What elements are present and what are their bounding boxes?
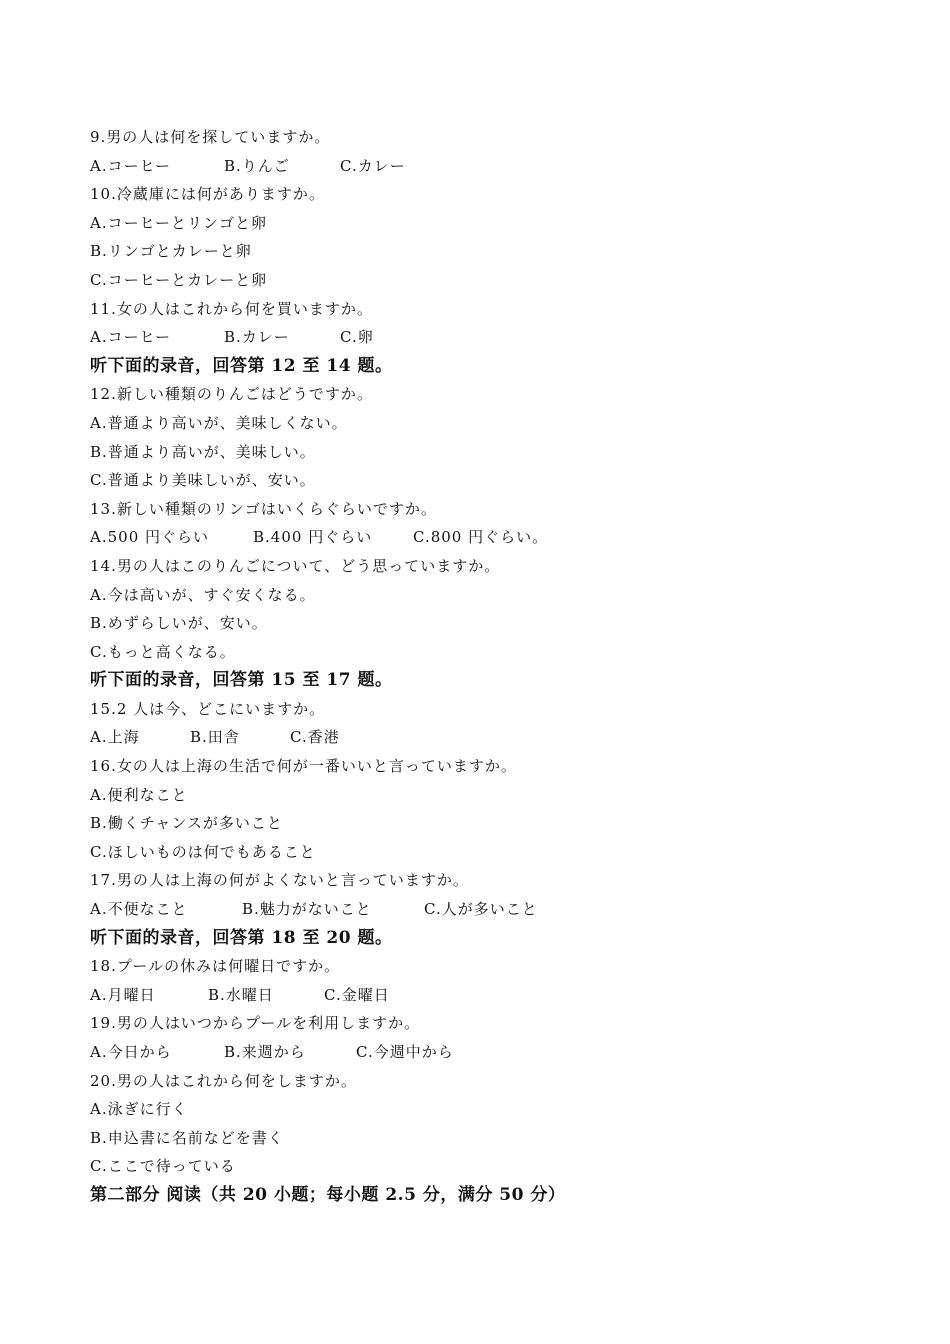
answer-option: C.今週中から [356, 1043, 454, 1061]
answer-option: A.月曜日 [90, 985, 156, 1004]
answer-option: B.働くチャンスが多いこと [90, 814, 283, 833]
question-text: 20.男の人はこれから何をしますか。 [90, 1071, 357, 1090]
section-heading: 听下面的录音，回答第 12 至 14 题。 [90, 355, 393, 376]
answer-option: B.りんご [224, 156, 290, 175]
section-heading: 听下面的录音，回答第 15 至 17 题。 [90, 670, 393, 691]
answer-options-row [90, 895, 890, 924]
question-text: 17.男の人は上海の何がよくないと言っていますか。 [90, 871, 469, 890]
exam-page-content [90, 123, 890, 1210]
answer-option: C.ほしいものは何でもあること [90, 842, 316, 861]
question-text: 11.女の人はこれから何を買いますか。 [90, 299, 373, 318]
answer-option: A.500 円ぐらい [90, 528, 209, 547]
question-text: 14.男の人はこのりんごについて、どう思っていますか。 [90, 556, 501, 575]
answer-options-row [90, 323, 890, 352]
question-text: 12.新しい種類のりんごはどうですか。 [90, 385, 373, 404]
answer-option: C.金曜日 [324, 985, 390, 1004]
answer-option: A.コーヒー [90, 156, 172, 175]
question-text: 16.女の人は上海の生活で何が一番いいと言っていますか。 [90, 757, 517, 776]
answer-options-row [90, 523, 890, 552]
answer-option: A.便利なこと [90, 785, 188, 804]
answer-option: C.コーヒーとカレーと卵 [90, 270, 268, 289]
question-text: 13.新しい種類のリンゴはいくらぐらいですか。 [90, 499, 437, 518]
answer-option: C.もっと高くなる。 [90, 642, 236, 661]
answer-option: C.普通より美味しいが、安い。 [90, 471, 316, 490]
answer-options-row [90, 981, 890, 1010]
answer-option: A.普通より高いが、美味しくない。 [90, 413, 348, 432]
answer-option: B.申込書に名前などを書く [90, 1128, 284, 1147]
answer-option: A.今日から [90, 1043, 172, 1061]
answer-option: A.上海 [90, 728, 140, 747]
question-text: 9.男の人は何を探していますか。 [90, 128, 331, 146]
answer-option: A.今は高いが、すぐ安くなる。 [90, 585, 316, 604]
answer-option: A.不便なこと [90, 900, 188, 919]
answer-options-row [90, 152, 890, 181]
answer-option: C.卵 [340, 328, 374, 347]
answer-options-row [90, 723, 890, 752]
question-text: 15.2 人は今、どこにいますか。 [90, 699, 326, 718]
answer-option: C.香港 [290, 728, 340, 747]
answer-option: A.コーヒーとリンゴと卵 [90, 213, 268, 232]
section-heading: 第二部分 阅读（共 20 小题；每小题 2.5 分，满分 50 分） [90, 1184, 566, 1205]
answer-option: A.泳ぎに行く [90, 1100, 188, 1119]
answer-option: B.来週から [224, 1043, 306, 1061]
answer-option: B.普通より高いが、美味しい。 [90, 442, 316, 461]
question-text: 19.男の人はいつからプールを利用しますか。 [90, 1014, 421, 1033]
answer-option: C.人が多いこと [424, 900, 538, 919]
answer-option: B.400 円ぐらい [253, 528, 373, 547]
answer-option: C.カレー [340, 156, 406, 175]
question-text: 18.プールの休みは何曜日ですか。 [90, 957, 341, 976]
answer-option: B.魅力がないこと [242, 900, 372, 919]
answer-option: C.ここで待っている [90, 1157, 236, 1176]
answer-option: A.コーヒー [90, 328, 172, 347]
answer-option: B.めずらしいが、安い。 [90, 614, 268, 633]
question-text: 10.冷蔵庫には何がありますか。 [90, 185, 325, 204]
answer-option: B.田舎 [190, 728, 240, 747]
section-heading: 听下面的录音，回答第 18 至 20 题。 [90, 927, 393, 948]
answer-option: B.リンゴとカレーと卵 [90, 242, 252, 261]
answer-option: B.水曜日 [208, 985, 274, 1004]
answer-option: B.カレー [224, 328, 290, 347]
answer-options-row [90, 1038, 890, 1067]
answer-option: C.800 円ぐらい。 [413, 528, 549, 547]
